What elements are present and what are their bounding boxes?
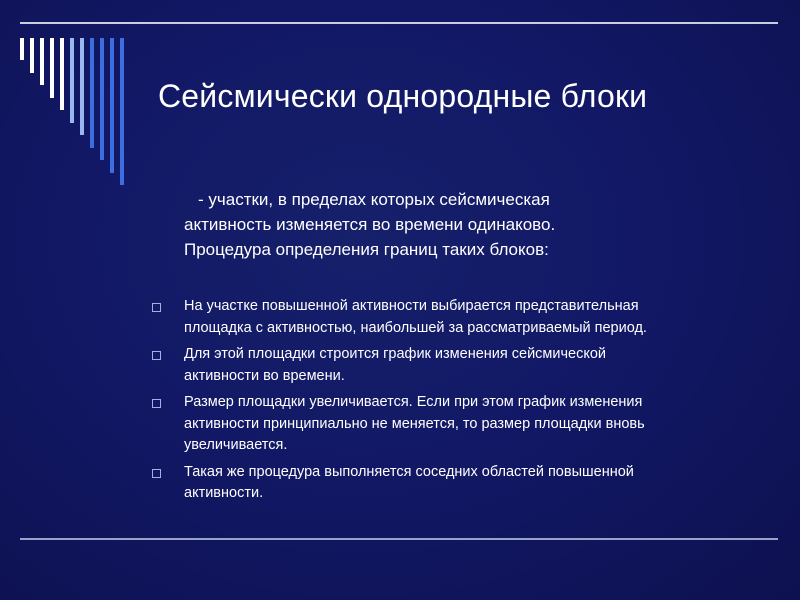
square-bullet-icon bbox=[152, 399, 161, 408]
decorative-bar bbox=[80, 38, 84, 135]
list-item bbox=[150, 392, 770, 457]
list-item-line: Размер площадки увеличивается. Если при этом график изменения bbox=[184, 394, 643, 410]
decorative-bar bbox=[40, 38, 44, 85]
decorative-bar bbox=[100, 38, 104, 160]
square-bullet-icon bbox=[152, 351, 161, 360]
list-item bbox=[150, 462, 770, 505]
bullet-list bbox=[150, 296, 770, 510]
list-item-line: увеличивается. bbox=[184, 437, 288, 453]
decorative-bar bbox=[90, 38, 94, 148]
square-bullet-icon bbox=[152, 303, 161, 312]
decorative-bar bbox=[60, 38, 64, 110]
intro-line: активность изменяется во времени одинаково. bbox=[184, 215, 556, 234]
list-item-line: Для этой площадки строится график изменения сейсмической bbox=[184, 346, 607, 362]
top-divider bbox=[20, 22, 778, 24]
decorative-bars bbox=[20, 38, 140, 188]
list-item-line: активности. bbox=[184, 485, 264, 501]
list-item-line: Такая же процедура выполняется соседних областей повышенной bbox=[184, 463, 634, 480]
list-item-line: На участке повышенной активности выбирается представительная bbox=[184, 298, 639, 314]
list-item-line: активности во времени. bbox=[184, 367, 345, 384]
decorative-bar bbox=[110, 38, 114, 173]
slide-title: Сейсмически однородные блоки bbox=[158, 78, 648, 114]
list-item bbox=[150, 344, 770, 387]
intro-text bbox=[184, 187, 744, 262]
intro-line: - участки, в пределах которых сейсмическая bbox=[198, 190, 550, 209]
list-item bbox=[150, 296, 770, 339]
decorative-bar bbox=[30, 38, 34, 73]
intro-line: Процедура определения границ таких блоков: bbox=[184, 240, 549, 259]
decorative-bar bbox=[50, 38, 54, 98]
decorative-bar bbox=[70, 38, 74, 123]
decorative-bar bbox=[120, 38, 124, 185]
list-item-line: площадка с активностью, наибольшей за рассматриваемый период. bbox=[184, 319, 647, 336]
square-bullet-icon bbox=[152, 469, 161, 478]
decorative-bar bbox=[20, 38, 24, 60]
bottom-divider bbox=[20, 538, 778, 540]
list-item-line: активности принципиально не меняется, то размер площадки вновь bbox=[184, 415, 645, 432]
